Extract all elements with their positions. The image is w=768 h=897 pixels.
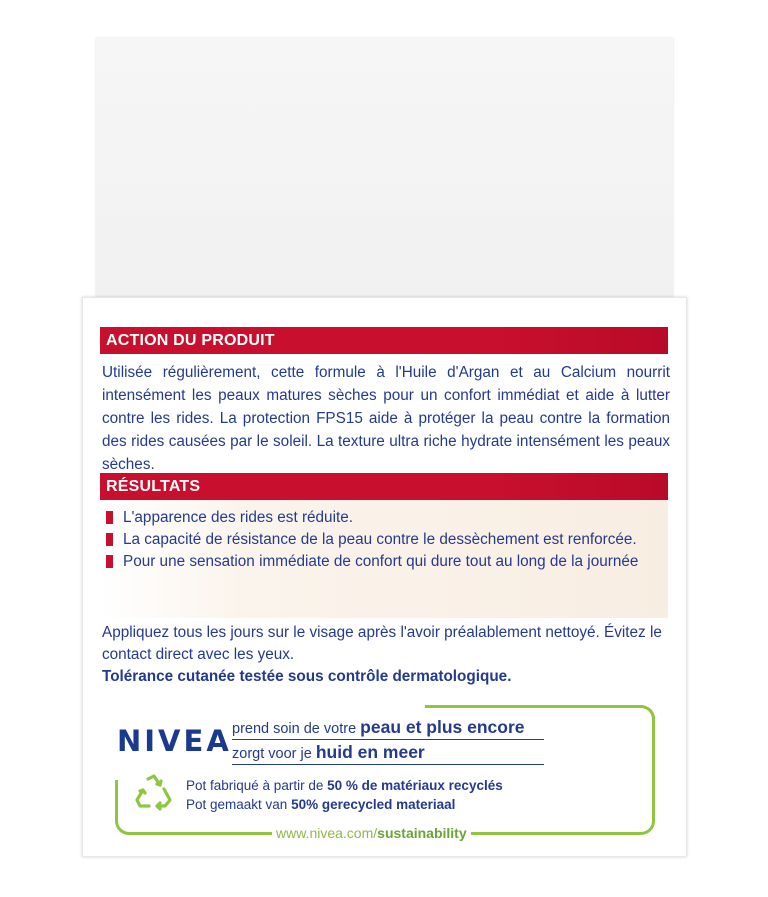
recycle-icon xyxy=(133,773,177,815)
section-heading-action: ACTION DU PRODUIT xyxy=(100,327,668,354)
sustainability-frame-left xyxy=(115,780,135,835)
recycling-nl-bold: 50% gerecycled materiaal xyxy=(291,797,456,812)
tagline-fr-prefix: prend soin de votre xyxy=(232,721,357,737)
url-prefix: www.nivea.com/ xyxy=(276,825,378,841)
tagline-fr-bold: peau et plus encore xyxy=(360,717,525,737)
tagline-fr xyxy=(232,717,525,738)
list-item-text: La capacité de résistance de la peau contre le dessèchement est renforcée. xyxy=(123,531,637,548)
list-item xyxy=(106,551,656,573)
recycling-text-nl xyxy=(186,797,455,812)
recycling-fr-prefix: Pot fabriqué à partir de xyxy=(186,778,324,793)
bullet-marker-icon xyxy=(106,511,113,524)
tagline-nl-bold: huid en meer xyxy=(315,742,425,762)
recycling-fr-bold: 50 % de matériaux recyclés xyxy=(327,778,503,793)
action-description: Utilisée régulièrement, cette formule à l'Huile d'Argan et au Calcium nourrit intensément les peaux matures sèches pour un confort immédiat et aide à lutter contre les rides. La protection FPS15 aide à protéger la peau contre la formation des rides causées par le soleil. La texture ultra riche hydrate intensément les peaux sèches. xyxy=(102,364,670,473)
tagline-nl xyxy=(232,742,425,763)
usage-instructions: Appliquez tous les jours sur le visage après l'avoir préalablement nettoyé. Évitez le contact direct avec les yeux. xyxy=(102,624,662,663)
list-item xyxy=(106,529,656,551)
tagline-nl-prefix: zorgt voor je xyxy=(232,746,312,762)
results-list xyxy=(106,507,656,573)
nivea-logo: NIVEA xyxy=(117,724,232,758)
bullet-marker-icon xyxy=(106,533,113,546)
sustainability-url xyxy=(272,825,471,841)
tagline-fr-underline xyxy=(232,739,544,740)
list-item-text: Pour une sensation immédiate de confort qui dure tout au long de la journée xyxy=(123,553,639,570)
recycling-text-fr xyxy=(186,778,503,793)
section-heading-results: RÉSULTATS xyxy=(100,473,668,500)
url-bold: sustainability xyxy=(377,825,467,841)
list-item xyxy=(106,507,656,529)
jar-lid xyxy=(96,38,673,298)
list-item-text: L'apparence des rides est réduite. xyxy=(123,509,353,526)
tolerance-statement: Tolérance cutanée testée sous contrôle dermatologique. xyxy=(102,668,512,685)
tagline-nl-underline xyxy=(232,764,544,765)
bullet-marker-icon xyxy=(106,555,113,568)
recycling-nl-prefix: Pot gemaakt van xyxy=(186,797,288,812)
